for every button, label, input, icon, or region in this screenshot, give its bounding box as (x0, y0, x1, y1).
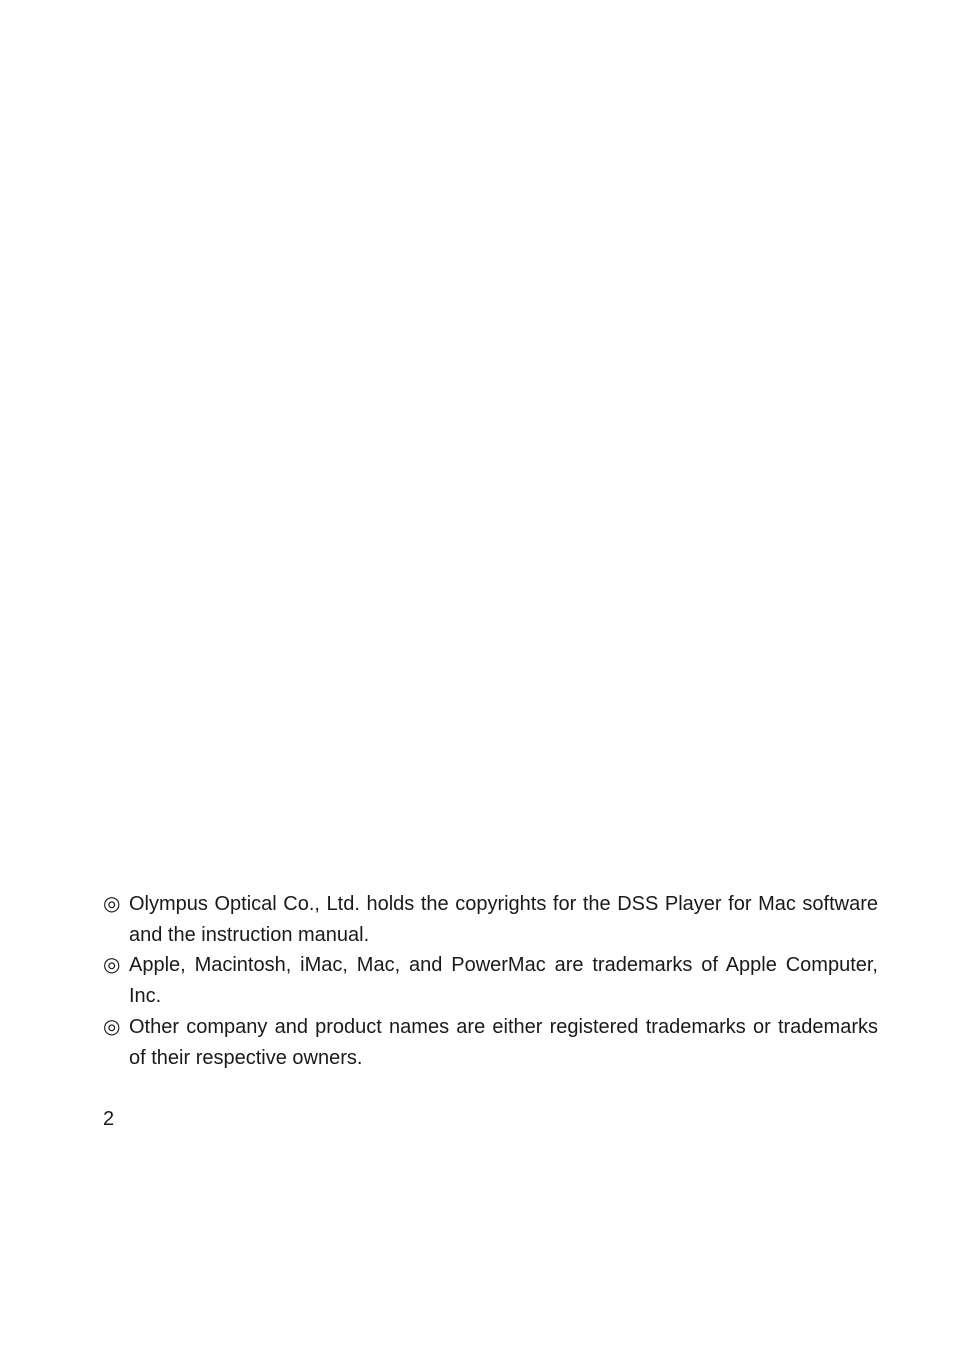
double-circle-bullet-icon: ◎ (103, 954, 121, 977)
notice-text: Apple, Macintosh, iMac, Mac, and PowerMac are trademarks of Apple Computer, Inc. (129, 954, 878, 1008)
double-circle-bullet-icon: ◎ (103, 1015, 121, 1038)
copyright-notices (103, 889, 878, 1073)
notice-text: Olympus Optical Co., Ltd. holds the copyrights for the DSS Player for Mac software and the instruction manual. (129, 893, 878, 946)
notice-copyright (103, 889, 878, 950)
page-number: 2 (103, 1108, 115, 1130)
notice-text: Other company and product names are either registered trademarks or trademarks of their respective owners. (129, 1015, 878, 1069)
notice-apple-trademarks (103, 950, 878, 1011)
notice-other-trademarks (103, 1012, 878, 1073)
double-circle-bullet-icon: ◎ (103, 893, 121, 915)
